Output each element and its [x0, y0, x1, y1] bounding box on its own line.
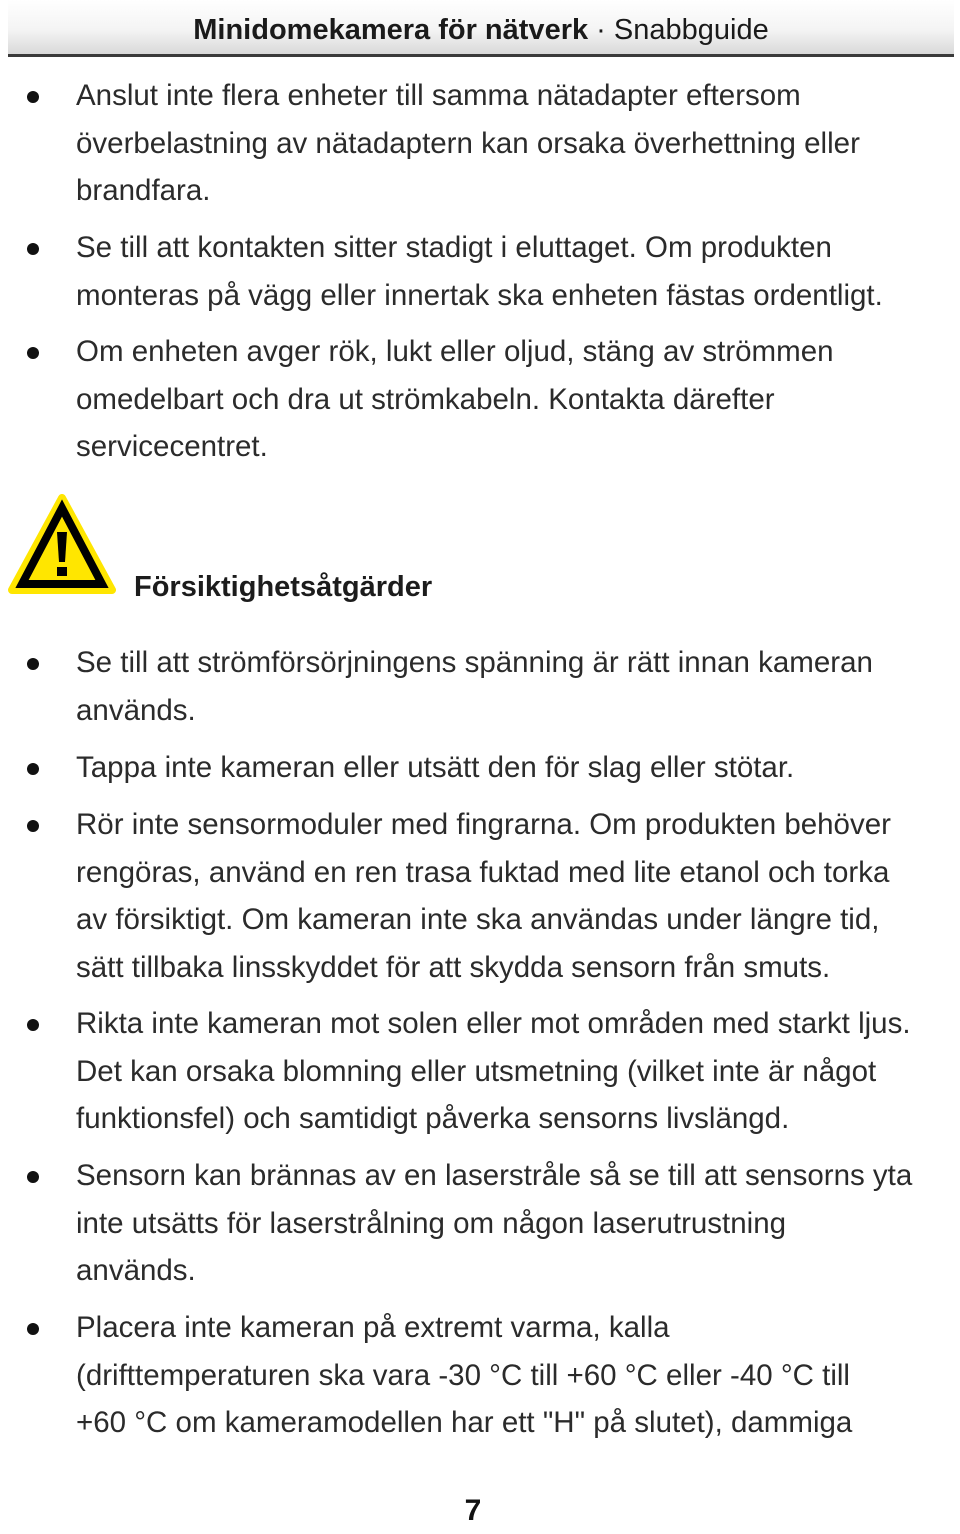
list-item-text: Se till att strömförsörjningens spänning är rätt innan kameran används. [76, 646, 873, 727]
bullet-icon [27, 243, 39, 255]
warning-triangle-icon [8, 494, 116, 598]
header-guide-name: Snabbguide [613, 14, 769, 46]
list-item-text: Tappa inte kameran eller utsätt den för slag eller stötar. [76, 751, 795, 784]
list-item-text: Se till att kontakten sitter stadigt i eluttaget. Om produkten monteras på vägg eller innertak ska enheten fästas ordentligt. [76, 231, 883, 312]
list-item-text: Anslut inte flera enheter till samma nätadapter eftersom överbelastning av nätadaptern kan orsaka överhettning eller brandfara. [76, 79, 860, 207]
bullet-icon [27, 91, 39, 103]
section-title: Försiktighetsåtgärder [134, 571, 433, 603]
header-product-name: Minidomekamera för nätverk [193, 14, 589, 46]
bullet-icon [27, 1323, 39, 1335]
bullet-icon [27, 1019, 39, 1031]
bullet-icon [27, 820, 39, 832]
bullet-icon [27, 763, 39, 775]
list-item-text: Rör inte sensormoduler med fingrarna. Om produkten behöver rengöras, använd en ren trasa fuktad med lite etanol och torka av försiktigt. Om kameran inte ska användas under längre tid, sätt tillbaka linsskyddet för att skydda sensorn från smuts. [76, 808, 891, 984]
bullet-icon [27, 1171, 39, 1183]
list-item-text: Rikta inte kameran mot solen eller mot områden med starkt ljus. Det kan orsaka blomning eller utsmetning (vilket inte är något funktionsfel) och samtidigt påverka sensorns livslängd. [76, 1007, 911, 1135]
header-title [8, 13, 954, 47]
page-number: 7 [464, 1494, 482, 1527]
page-header [8, 0, 954, 57]
bullet-icon [27, 658, 39, 670]
header-separator: · [596, 14, 606, 46]
list-item-text: Sensorn kan brännas av en laserstråle så se till att sensorns yta inte utsätts för laserstrålning om någon laserutrustning används. [76, 1159, 913, 1287]
bullet-icon [27, 347, 39, 359]
list-item-text: Om enheten avger rök, lukt eller oljud, stäng av strömmen omedelbart och dra ut strömkabeln. Kontakta därefter servicecentret. [76, 335, 834, 463]
list-item-text: Placera inte kameran på extremt varma, kalla (drifttemperaturen ska vara -30 °C till +60 °C eller -40 °C till +60 °C om kameramodellen har ett "H" på slutet), dammiga [76, 1311, 853, 1439]
